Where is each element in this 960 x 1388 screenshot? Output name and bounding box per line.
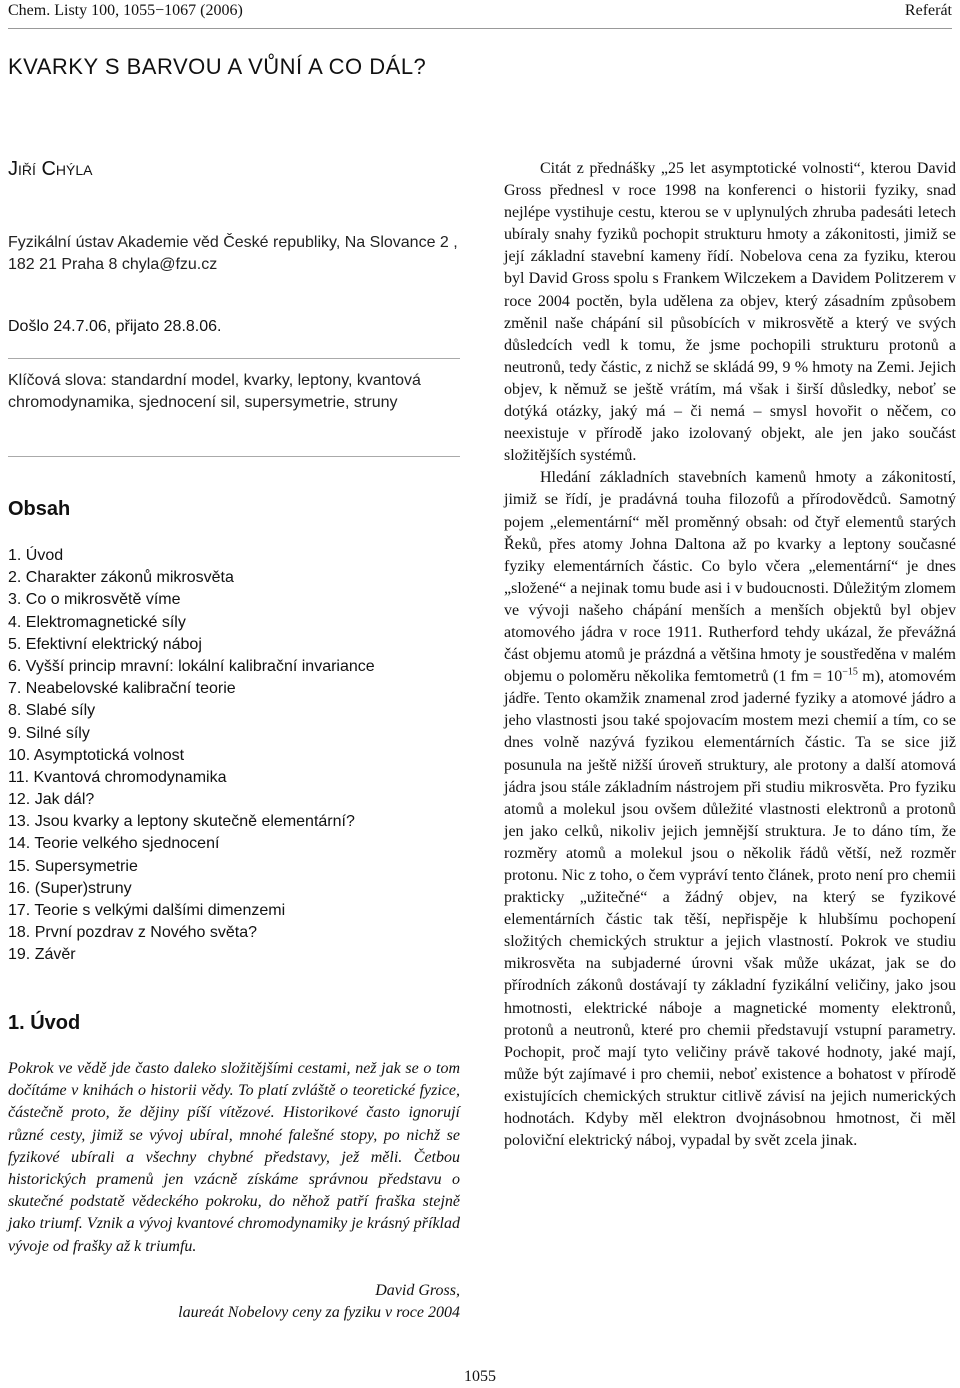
- paragraph-text: Hledání základních stavebních kamenů hmoty a zákonitostí, jimiž se řídí, je pradávná touha filozofů a přírodovědců. Samotný pojem „elementární“ měl proměnný obsah: od čtyř elementů starých Řeků, přes atomy Johna Daltona až po kvarky a leptony současné fyziky elementárních částic. Co bylo včera „elementární“ je dnes „složené“ a nejinak tomu bude asi i v budoucnosti. Důležitým zlomem ve vývoji našeho chápání menších a menších objektů byl objev atomového jádra v roce 1911. Rutherford tehdy ukázal, že převážná část objemu atomů je prázdná a většina hmoty je soustředěna v malém objemu o poloměru několika femtometrů (1 fm = 10: [504, 469, 956, 686]
- attribution-role: laureát Nobelovy ceny za fyziku v roce 2004: [178, 1304, 460, 1321]
- toc-item: 16. (Super)struny: [8, 879, 132, 897]
- journal-citation: Chem. Listy 100, 1055−1067 (2006): [8, 2, 243, 19]
- article-type: Referát: [904, 2, 952, 19]
- received-accepted-dates: Došlo 24.7.06, přijato 28.8.06.: [8, 318, 222, 335]
- toc-item: 14. Teorie velkého sjednocení: [8, 835, 220, 853]
- toc-item: 9. Silné síly: [8, 724, 90, 742]
- toc-item: 15. Supersymetrie: [8, 857, 138, 875]
- toc-item: 18. První pozdrav z Nového světa?: [8, 924, 258, 942]
- keywords-top-rule: [8, 358, 460, 359]
- toc-item: 13. Jsou kvarky a leptony skutečně elementární?: [8, 813, 355, 831]
- toc-item: 7. Neabelovské kalibrační teorie: [8, 680, 236, 698]
- body-paragraph: Citát z přednášky „25 let asymptotické volnosti“, kterou David Gross přednesl v roce 1998 na konferenci o historii fyziky, snad nejlépe vystihuje cestu, kterou se v uplynulých zhruba padesáti letech ubíraly snahy fyziků pochopit strukturu hmoty a zákonitosti, jimiž se její základní stavební kameny řídí. Nobelova cena za fyziku, kterou byl David Gross spolu s Frankem Wilczekem a Davidem Politzerem v roce 2004 poctěn, byla udělena za objev, který zásadním způsobem změnil naše chápání sil působících v mikrosvětě a který ve svých důsledcích vedl k tomu, že jsme pochopili strukturu protonů a neutronů, tedy částic, z nichž se skládá 99, 9 % hmoty na Zemi. Jejich objev, k němuž se ještě vrátím, má však i širší důsledky, neboť se dotýká otázky, jaký má – či nemá – smysl hovořit o něčem, co neexistuje v přírodě jako izolovaný objekt, ale jen jako součást složitějších systémů.: [504, 160, 956, 465]
- toc-item: 10. Asymptotická volnost: [8, 746, 185, 764]
- paragraph-text: m), atomovém jádře. Tento okamžik znamenal zrod jaderné fyziky a atomové jádro a jeho vlastnosti jsou také spojovacím mostem mezi chemií a tím, co se dnes volně nazývá fyzikou elementárních částic. Ta se sice již posunula na ještě nižší úroveň struktury, ale protony a další atomová jádra jsou stále základním nástrojem při studiu mikrosvěta. Pro fyziku atomů a molekul jsou ovšem důležité vlastnosti elektronů a protonů jen jako celků, nikoliv jejich jemnější struktura. Je to dáno tím, že rozměry atomů a molekul jsou o několik řádů větší, než rozměr protonu. Nic z toho, o čem vypráví tento článek, proto není pro chemii prakticky „užitečné“ a žádný objev, na který se fyzikové elementárních částic tak těší, nepřispěje k hlubšímu pochopení složitých chemických struktur a jejich vlastností. Pokrok ve studiu mikrosvěta na subjaderné úrovni však může ukázat, jak se do přírodních zákonů dostávají ty základní fyzikální veličiny, jako jsou hmotnosti, elektrické náboje a magnetické momenty elektronů, protonů a neutronů, které pro chemii představují vstupní parametry. Pochopit, proč mají tyto veličiny právě takové hodnoty, jaké mají, může být zajímavé i pro chemii, neboť existence a bohatost v přírodě existujících chemických struktur citlivě závisí na jejich numerických hodnotách. Kdyby měl elektron dvojnásobnou hmotnost, či měl poloviční elektrický náboj, vypadal by svět zcela jinak.: [504, 668, 957, 1150]
- toc-item: 2. Charakter zákonů mikrosvěta: [8, 569, 234, 587]
- toc-item: 6. Vyšší princip mravní: lokální kalibrační invariance: [8, 657, 375, 675]
- toc-item: 17. Teorie s velkými dalšími dimenzemi: [8, 902, 286, 919]
- section-heading: 1. Úvod: [8, 1012, 81, 1034]
- exponent: −15: [842, 666, 858, 678]
- table-of-contents: [8, 545, 375, 967]
- toc-item: 11. Kvantová chromodynamika: [8, 768, 227, 786]
- toc-item: 5. Efektivní elektrický náboj: [8, 635, 202, 653]
- body-text-column: [504, 158, 956, 1152]
- keywords: Klíčová slova: standardní model, kvarky, leptony, kvantová chromodynamika, sjednocení sil, supersymetrie, struny: [8, 372, 421, 411]
- page-number: 1055: [464, 1368, 496, 1385]
- running-header: [8, 0, 952, 29]
- toc-title: Obsah: [8, 498, 71, 520]
- keywords-bottom-rule: [8, 456, 460, 457]
- attribution-name: David Gross,: [375, 1282, 460, 1299]
- body-paragraph: [504, 467, 956, 1152]
- toc-item: 12. Jak dál?: [8, 791, 95, 809]
- author-name: Jiří Chýla: [8, 158, 93, 180]
- toc-item: 19. Závěr: [8, 946, 76, 964]
- epigraph-quote: Pokrok ve vědě jde často daleko složitějšími cestami, než jak se o tom dočítáme v knihách o historii vědy. To platí zvláště o teoretické fyzice, částečně proto, že dějiny píší vítězové. Historikové často ignorují různé cesty, jimiž se vývoj ubíral, mnohé falešné stopy, po nichž se fyzikové ubírali a všechny chybné představy, jež měli. Četbou historických pramenů jen vzácně získáme správnou představu o skutečné podstatě vědeckého pokroku, do něhož patří fraška stejně jako triumf. Vznik a vývoj kvantové chromodynamiky je krásný příklad vývoje od frašky až k triumfu.: [8, 1060, 460, 1255]
- toc-item: 1. Úvod: [8, 547, 64, 564]
- toc-item: 8. Slabé síly: [8, 702, 96, 720]
- toc-item: 4. Elektromagnetické síly: [8, 613, 186, 631]
- article-title: KVARKY S BARVOU A VŮNÍ A CO DÁL?: [8, 54, 427, 79]
- epigraph-attribution: [8, 1280, 460, 1324]
- author-affiliation: Fyzikální ústav Akademie věd České republiky, Na Slovance 2 , 182 21 Praha 8 chyla@fzu.cz: [8, 234, 458, 273]
- toc-item: 3. Co o mikrosvětě víme: [8, 591, 181, 609]
